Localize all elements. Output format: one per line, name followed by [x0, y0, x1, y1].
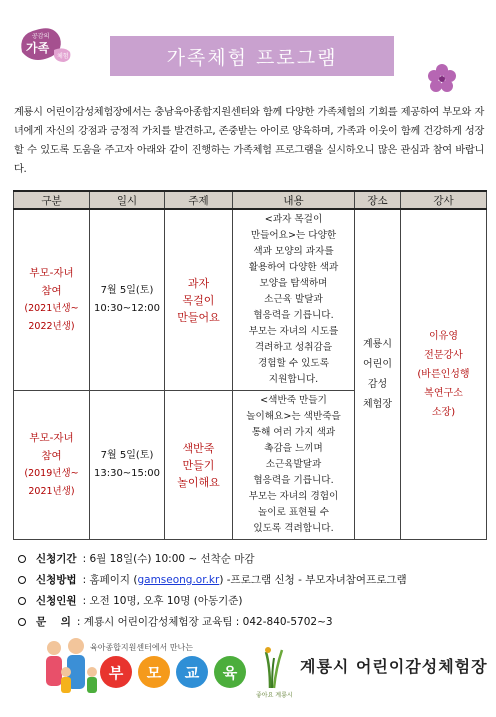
content-line: <과자 목걸이 — [264, 214, 323, 225]
info-value: : 오전 10명, 오후 10명 (아동기준) — [82, 595, 243, 607]
info-contact — [18, 611, 488, 632]
center-sub: 좋아요 계룡시 — [256, 692, 293, 699]
info-value: ) -프로그램 신청 - 부모자녀참여프로그램 — [219, 574, 407, 586]
target-birth-text: (2021년생~ — [24, 303, 79, 314]
circle-bullet-icon — [18, 618, 26, 626]
family-logo-icon — [14, 22, 80, 66]
logo-text-top: 공감의 — [32, 33, 50, 40]
place-text: 체험장 — [363, 398, 392, 410]
logo-text-side: 체험 — [57, 53, 69, 60]
datetime-cell — [90, 209, 165, 391]
header-place: 장소 — [355, 191, 401, 209]
footer-caption: 육아종합지원센터에서 만나는 — [90, 643, 194, 652]
badge-pill: 교 — [176, 656, 208, 688]
content-line: 소근육발달과 — [265, 459, 322, 470]
info-label: 신청방법 — [36, 574, 77, 586]
target-birth-text: 2021년생) — [28, 486, 75, 497]
content-line: 경험할 수 있도록 — [258, 358, 329, 369]
topic-text: 놀이해요 — [177, 475, 220, 489]
logo-text-main: 가족 — [26, 41, 50, 55]
homepage-link[interactable]: gamseong.or.kr — [137, 573, 220, 586]
place-cell — [355, 209, 401, 540]
table-header-row — [14, 191, 487, 209]
topic-text: 만들어요 — [177, 310, 220, 324]
content-line: 부모는 자녀의 시도를 — [248, 326, 339, 337]
topic-text: 색반죽 — [182, 441, 215, 455]
target-text: 부모-자녀 — [29, 432, 74, 444]
content-line: 모양을 탐색하며 — [259, 278, 328, 289]
content-line: 격려하고 성취감을 — [254, 342, 333, 353]
header-datetime: 일시 — [90, 191, 165, 209]
time-text: 10:30~12:00 — [93, 303, 160, 314]
page-title: 가족체험 프로그램 — [166, 46, 338, 69]
target-text: 부모-자녀 — [29, 267, 74, 279]
badge-pill: 부 — [100, 656, 132, 688]
topic-cell — [165, 209, 233, 391]
content-line: 협응력을 기릅니다. — [253, 310, 334, 321]
table-row — [14, 209, 487, 391]
title-banner — [110, 36, 394, 76]
info-capacity — [18, 590, 488, 611]
content-cell — [233, 391, 355, 540]
content-cell — [233, 209, 355, 391]
info-label: 문 의 — [36, 616, 71, 628]
lecturer-text: 전문강사 — [424, 350, 463, 361]
lecturer-text: 복연구소 — [424, 388, 463, 399]
info-method — [18, 569, 488, 590]
topic-cell — [165, 391, 233, 540]
info-value: : 홈페이지 ( — [82, 574, 138, 586]
badge-pill: 모 — [138, 656, 170, 688]
place-text: 어린이 — [363, 358, 392, 370]
info-value: : 6월 18일(수) 10:00 ~ 선착순 마감 — [82, 553, 255, 565]
intro-paragraph: 계룡시 어린이감성체험장에서는 충남육아종합지원센터와 함께 다양한 가족체험의 기회를 제공하여 부모와 자녀에게 자신의 강점과 긍정적 가치를 발견하고, 존중받는 아이로 양육하며, 가족과 이웃이 함께 건강하게 성장할 수 있도록 도움을 주고자 아래와 같이 진행하는 가족체험 프로그램을 실시하오니 많은 관심과 참여 바랍니다. — [14, 107, 484, 175]
content-line: 협응력을 기릅니다. — [253, 475, 334, 486]
lecturer-text: 소장) — [431, 407, 456, 418]
content-line: 놀이해요>는 색반죽을 — [246, 411, 341, 422]
application-info — [18, 548, 488, 632]
flower-icon — [426, 62, 458, 94]
program-table — [13, 190, 487, 540]
badge-pill: 육 — [214, 656, 246, 688]
topic-text: 목걸이 — [182, 293, 215, 307]
header-lecturer: 강사 — [401, 191, 487, 209]
header-topic: 주제 — [165, 191, 233, 209]
lecturer-cell — [401, 209, 487, 540]
lecturer-text: 이유영 — [429, 331, 458, 342]
content-line: 활용하여 다양한 색과 — [248, 262, 339, 273]
content-line: 색과 모양의 과자를 — [253, 246, 334, 257]
topic-text: 과자 — [187, 276, 210, 290]
header-content: 내용 — [233, 191, 355, 209]
content-line: 부모는 자녀의 경험이 — [248, 491, 339, 502]
datetime-cell — [90, 391, 165, 540]
content-line: 지원합니다. — [268, 374, 319, 385]
content-line: <색반죽 만들기 — [260, 395, 327, 406]
target-birth-text: (2019년생~ — [24, 468, 79, 479]
info-label: 신청인원 — [36, 595, 77, 607]
time-text: 13:30~15:00 — [93, 468, 160, 479]
topic-text: 만들기 — [182, 458, 215, 472]
content-line: 있도록 격려합니다. — [253, 523, 334, 534]
info-period — [18, 548, 488, 569]
header-category: 구분 — [14, 191, 90, 209]
info-value: : 계룡시 어린이감성체험장 교육팀 : 042-840-5702~3 — [76, 616, 333, 628]
circle-bullet-icon — [18, 576, 26, 584]
content-line: 만들어요>는 다양한 — [250, 230, 337, 241]
place-text: 감성 — [367, 378, 388, 390]
info-label: 신청기간 — [36, 553, 77, 565]
content-line: 소근육 발달과 — [264, 294, 323, 305]
target-text: 참여 — [41, 450, 62, 462]
target-cell — [14, 209, 90, 391]
circle-bullet-icon — [18, 597, 26, 605]
target-birth-text: 2022년생) — [28, 321, 75, 332]
parent-education-badges — [100, 656, 246, 688]
center-name: 계룡시 어린이감성체험장 — [300, 657, 488, 676]
circle-bullet-icon — [18, 555, 26, 563]
content-line: 놀이로 표현될 수 — [258, 507, 329, 518]
target-text: 참여 — [41, 285, 62, 297]
content-line: 촉감을 느끼며 — [264, 443, 323, 454]
content-line: 통해 여러 가지 색과 — [251, 427, 336, 438]
date-text: 7월 5일(토) — [100, 285, 154, 296]
target-cell — [14, 391, 90, 540]
place-text: 계룡시 — [363, 338, 392, 350]
date-text: 7월 5일(토) — [100, 450, 154, 461]
lecturer-text: (바른인성행 — [417, 369, 470, 380]
